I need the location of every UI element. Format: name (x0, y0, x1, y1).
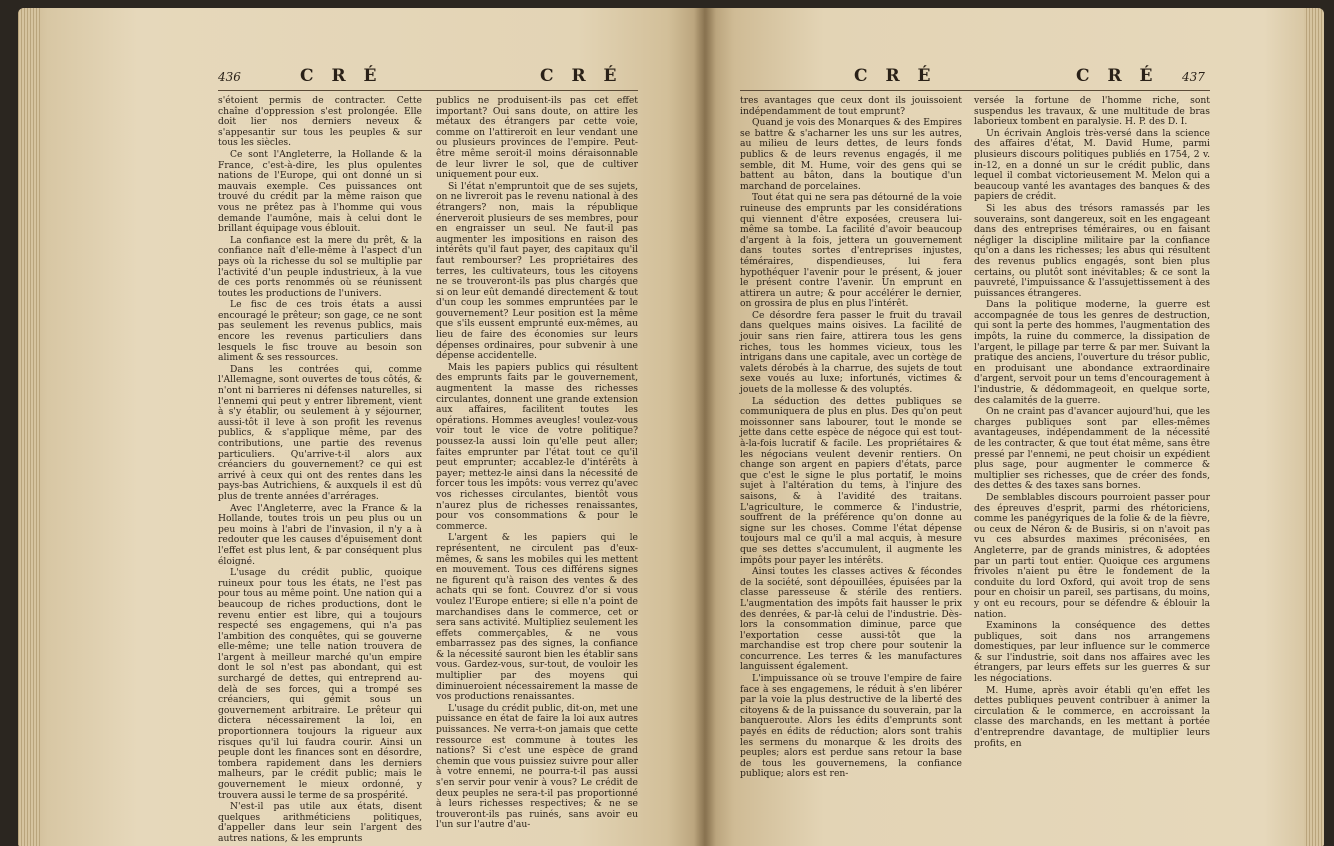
paragraph: L'impuissance où se trouve l'empire de faire face à ses engagemens, le réduit à s'en libérer par la voie la plus destructive de la liberté des citoyens & de la puissance du souverain, par la banqueroute. Alors les édits d'emprunts sont payés en édits de réduction; alors sont trahis les sermens du monarque & les droits des peuples; alors est perdue sans retour la base de tous les gouvernemens, la confiance publique; alors est ren- (740, 673, 962, 780)
left-page (18, 8, 704, 846)
running-head-left-col2: C R É (540, 66, 623, 86)
paragraph: Ainsi toutes les classes actives & fécondes de la société, sont dépouillées, épuisées par la classe paresseuse & stérile des rentiers. L'augmentation des impôts fait hausser le prix des denrées, & par-là celui de l'industrie. Dès-lors la consommation diminue, parce que l'exportation cesse aussi-tôt que la marchandise est trop chere pour soutenir la concurrence. Les terres & les manufactures languissent également. (740, 566, 962, 673)
paragraph: L'argent & les papiers qui le représentent, ne circulent pas d'eux-mêmes, & sans les mobiles qui les mettent en mouvement. Tous ces différens signes ne figurent qu'à raison des ventes & des achats qui se font. Couvrez d'or si vous voulez l'Europe entiere; si elle n'a point de marchandises dans le commerce, cet or sera sans activité. Multipliez seulement les effets commerçables, & ne vous embarrassez pas des signes, la confiance & la nécessité sauront bien les établir sans vous. Gardez-vous, sur-tout, de vouloir les multiplier par des moyens qui diminueroient nécessairement la masse de vos productions renaissantes. (436, 532, 638, 703)
page-number-left: 436 (218, 70, 241, 84)
page-number-right: 437 (1182, 70, 1205, 84)
header-rule-left (218, 90, 638, 91)
page-edges-left (18, 8, 40, 846)
right-page-column-2 (974, 96, 1210, 750)
paragraph: Ce désordre fera passer le fruit du travail dans quelques mains oisives. La facilité de jouir sans rien faire, attirera tous les gens riches, tous les hommes vicieux, tous les intrigans dans une capitale, avec un cortège de valets dérobés à la charrue, des sujets de tout sexe voués au luxe; infortunés, victimes & jouets de la mollesse & des voluptés. (740, 309, 962, 396)
paragraph: Un écrivain Anglois très-versé dans la science des affaires d'état, M. David Hume, parmi plusieurs discours politiques publiés en 1754, 2 v. in-12, en a donné un sur le crédit public, dans lequel il combat victorieusement M. Melon qui a beaucoup vanté les avantages des banques & des papiers de crédit. (974, 127, 1210, 203)
header-rule-right (740, 90, 1210, 91)
running-head-left-col1: C R É (300, 66, 383, 86)
paragraph: On ne craint pas d'avancer aujourd'hui, que les charges publiques sont par elles-mêmes avantageuses, indépendamment de la nécessité de les contracter, & que tout état même, sans être pressé par l'ennemi, ne peut choisir un expédient plus sage, pour augmenter le commerce & multiplier ses richesses, que de créer des fonds, des dettes & des taxes sans bornes. (974, 406, 1210, 492)
page-edges-right (1304, 8, 1324, 846)
paragraph: De semblables discours pourroient passer pour des épreuves d'esprit, parmi des rhétoriciens, comme les panégyriques de la folie & de la fièvre, ou ceux de Néron & de Busiris, si on n'avoit pas vu ces absurdes maximes préconisées, en Angleterre, par de grands ministres, & adoptées par un parti tout entier. Quoique ces argumens frivoles n'aient pu être le fondement de la conduite du lord Oxford, qui avoit trop de sens pour en choisir un pareil, ses partisans, du moins, y ont eu recours, pour se défendre & éblouir la nation. (974, 491, 1210, 620)
left-page-column-2 (436, 96, 638, 832)
paragraph: Si les abus des trésors ramassés par les souverains, sont dangereux, soit en les engageant dans des entreprises téméraires, ou en faisant négliger la discipline militaire par la confiance qu'on a dans les richesses; les abus qui résultent des revenus publics engagés, sont bien plus certains, ou plutôt sont inévitables; & ce sont la pauvreté, l'impuissance & l'assujettissement à des puissances étrangeres. (974, 202, 1210, 299)
paragraph: publics ne produisent-ils pas cet effet important? Oui sans doute, on attire les métaux des étrangers par cette voie, comme on l'attireroit en leur vendant une ou plusieurs provinces de l'empire. Peut-être même seroit-il moins déraisonnable de leur livrer le sol, que de cultiver uniquement pour eux. (436, 95, 638, 181)
paragraph: Avec l'Angleterre, avec la France & la Hollande, toutes trois un peu plus ou un peu moins à l'abri de l'invasion, il n'y a à redouter que les causes d'épuisement dont l'effet est plus lent, & par conséquent plus éloigné. (218, 502, 422, 567)
paragraph: Dans les contrées qui, comme l'Allemagne, sont ouvertes de tous côtés, & n'ont ni barrieres ni défenses naturelles, si l'ennemi qui peut y entrer librement, vient à s'y établir, ou seulement à y séjourner, aussi-tôt il leve à son profit les revenus publics, & s'applique même, par des contributions, une partie des revenus particuliers. Qu'arrive-t-il alors aux créanciers du gouvernement? ce qui est arrivé à ceux qui ont des rentes dans les pays-bas Autrichiens, & auxquels il est dû plus de trente années d'arrérages. (218, 363, 422, 502)
paragraph: Examinons la conséquence des dettes publiques, soit dans nos arrangemens domestiques, par leur influence sur le commerce & sur l'industrie, soit dans nos affaires avec les étrangers, par leurs effets sur les guerres & sur les négociations. (974, 620, 1210, 685)
paragraph: Tout état qui ne sera pas détourné de la voie ruineuse des emprunts par les considérations qui viennent d'être exposées, creusera lui-même sa tombe. La facilité d'avoir beaucoup d'argent à la fois, jettera un gouvernement dans toutes sortes d'entreprises injustes, téméraires, dispendieuses, lui fera hypothéquer l'avenir pour le présent, & jouer le présent contre l'avenir. Un emprunt en attirera un autre; & pour accélérer le dernier, on grossira de plus en plus l'intérêt. (740, 192, 962, 310)
paragraph: Dans la politique moderne, la guerre est accompagnée de tous les genres de destruction, qui sont la perte des hommes, l'augmentation des impôts, la ruine du commerce, la dissipation de l'argent, le pillage par terre & par mer. Suivant la pratique des anciens, l'ouverture du trésor public, en produisant une abondance extraordinaire d'argent, servoit pour un tems d'encouragement à l'industrie, & dédommageoit, en quelque sorte, des calamités de la guerre. (974, 299, 1210, 406)
right-page (704, 8, 1324, 846)
paragraph: La séduction des dettes publiques se communiquera de plus en plus. Des qu'on peut moissonner sans labourer, tout le monde se jette dans cette espèce de négoce qui est tout-à-la-fois lucratif & facile. Les propriétaires & les négocians veulent devenir rentiers. On change son argent en papiers d'états, parce que c'est le signe le plus portatif, le moins sujet à l'altération du tems, à l'injure des saisons, & à l'avidité des traitans. L'agriculture, le commerce & l'industrie, souffrent de la préférence qu'on donne au signe sur les choses. Comme l'état dépense toujours mal ce qu'il a mal acquis, à mesure que ses dettes s'accumulent, il augmente les impôts pour payer les intérêts. (740, 395, 962, 566)
paragraph: tres avantages que ceux dont ils jouissoient indépendamment de tout emprunt? (740, 95, 962, 117)
paragraph: N'est-il pas utile aux états, disent quelques arithméticiens politiques, d'appeller dans leur sein l'argent des autres nations, & les emprunts (218, 801, 422, 844)
paragraph: L'usage du crédit public, quoique ruineux pour tous les états, ne l'est pas pour tous au même point. Une nation qui a beaucoup de riches productions, dont le revenu entier est libre, qui a toujours respecté ses engagemens, qui n'a pas l'ambition des conquêtes, qui se gouverne elle-même; une telle nation trouvera de l'argent à meilleur marché qu'un empire dont le sol n'est pas abondant, qui est surchargé de dettes, qui entreprend au-delà de ses forces, qui a trompé ses créanciers, qui gémit sous un gouvernement arbitraire. Le prêteur qui dictera nécessairement la loi, en proportionnera toujours la rigueur aux risques qu'il lui faudra courir. Ainsi un peuple dont les finances sont en désordre, tombera rapidement dans les derniers malheurs, par le crédit public; mais le gouvernement le mieux ordonné, y trouvera aussi le terme de sa prospérité. (218, 567, 422, 801)
paragraph: Si l'état n'empruntoit que de ses sujets, on ne livreroit pas le revenu national à des étrangers? non, mais la république énerveroit plusieurs de ses membres, pour en engraisser un seul. Ne faut-il pas augmenter les impositions en raison des intérêts qu'il faut payer, des capitaux qu'il faut rembourser? Les propriétaires des terres, les cultivateurs, tous les citoyens ne se trouveront-ils pas plus chargés que si on leur eût demandé directement & tout d'un coup les sommes empruntées par le gouvernement? Leur position est la même que s'ils eussent emprunté eux-mêmes, au lieu de faire des économies sur leurs dépenses ordinaires, pour subvenir à une dépense accidentelle. (436, 180, 638, 362)
paragraph: Quand je vois des Monarques & des Empires se battre & s'acharner les uns sur les autres, au milieu de leurs dettes, de leurs fonds publics & de leurs revenus engagés, il me semble, dit M. Hume, voir des gens qui se battent au bâton, dans la boutique d'un marchand de porcelaines. (740, 117, 962, 192)
left-page-column-1 (218, 96, 422, 846)
book-gutter (694, 8, 716, 846)
right-page-column-1 (740, 96, 962, 781)
paragraph: Ce sont l'Angleterre, la Hollande & la France, c'est-à-dire, les plus opulentes nations de l'Europe, qui ont donné un si mauvais exemple. Ces puissances ont trouvé du crédit par la même raison que vous ne prêtez pas à l'homme qui vous demande l'aumône, mais à celui dont le brillant équipage vous éblouit. (218, 148, 422, 235)
running-head-right-col1: C R É (854, 66, 937, 86)
paragraph: L'usage du crédit public, dit-on, met une puissance en état de faire la loi aux autres puissances. Ne verra-t-on jamais que cette ressource est commune à toutes les nations? Si c'est une espèce de grand chemin que vous puissiez suivre pour aller à votre ennemi, ne pourra-t-il pas aussi s'en servir pour venir à vous? Le crédit de deux peuples ne sera-t-il pas proportionné à leurs richesses respectives; & ne se trouveront-ils pas ruinés, sans avoir eu l'un sur l'autre d'au- (436, 702, 638, 831)
open-book (18, 8, 1324, 846)
paragraph: Mais les papiers publics qui résultent des emprunts faits par le gouvernement, augmentent la masse des richesses circulantes, donnent une grande extension aux affaires, facilitent toutes les opérations. Hommes aveugles! voulez-vous voir tout le vice de votre politique? poussez-la aussi loin qu'elle peut aller; faites emprunter par l'état tout ce qu'il peut emprunter; accablez-le d'intérêts à payer; mettez-le ainsi dans la nécessité de forcer tous les impôts: vous verrez qu'avec vos richesses circulantes, bientôt vous n'aurez plus de richesses renaissantes, pour vos consommations & pour le commerce. (436, 361, 638, 532)
paragraph: versée la fortune de l'homme riche, sont suspendus les travaux, & une multitude de bras laborieux tombent en paralysie. H. P. des D. I. (974, 95, 1210, 128)
paragraph: s'étoient permis de contracter. Cette chaîne d'oppression s'est prolongée. Elle doit lier nos derniers neveux & s'appesantir sur tous les peuples & sur tous les siècles. (218, 95, 422, 149)
paragraph: Le fisc de ces trois états a aussi encouragé le prêteur; son gage, ce ne sont pas seulement les revenus publics, mais encore les revenus particuliers dans lesquels le fisc trouve au besoin son aliment & ses ressources. (218, 299, 422, 364)
paragraph: M. Hume, après avoir établi qu'en effet les dettes publiques peuvent contribuer à animer la circulation & le commerce, en accroissant la classe des marchands, en les mettant à portée d'entreprendre davantage, de multiplier leurs profits, en (974, 684, 1210, 749)
paragraph: La confiance est la mere du prêt, & la confiance naît d'elle-même à l'aspect d'un pays où la richesse du sol se multiplie par l'activité d'un peuple industrieux, à la vue de ces ports renommés où se réunissent toutes les productions de l'univers. (218, 234, 422, 299)
running-head-right-col2: C R É (1076, 66, 1159, 86)
